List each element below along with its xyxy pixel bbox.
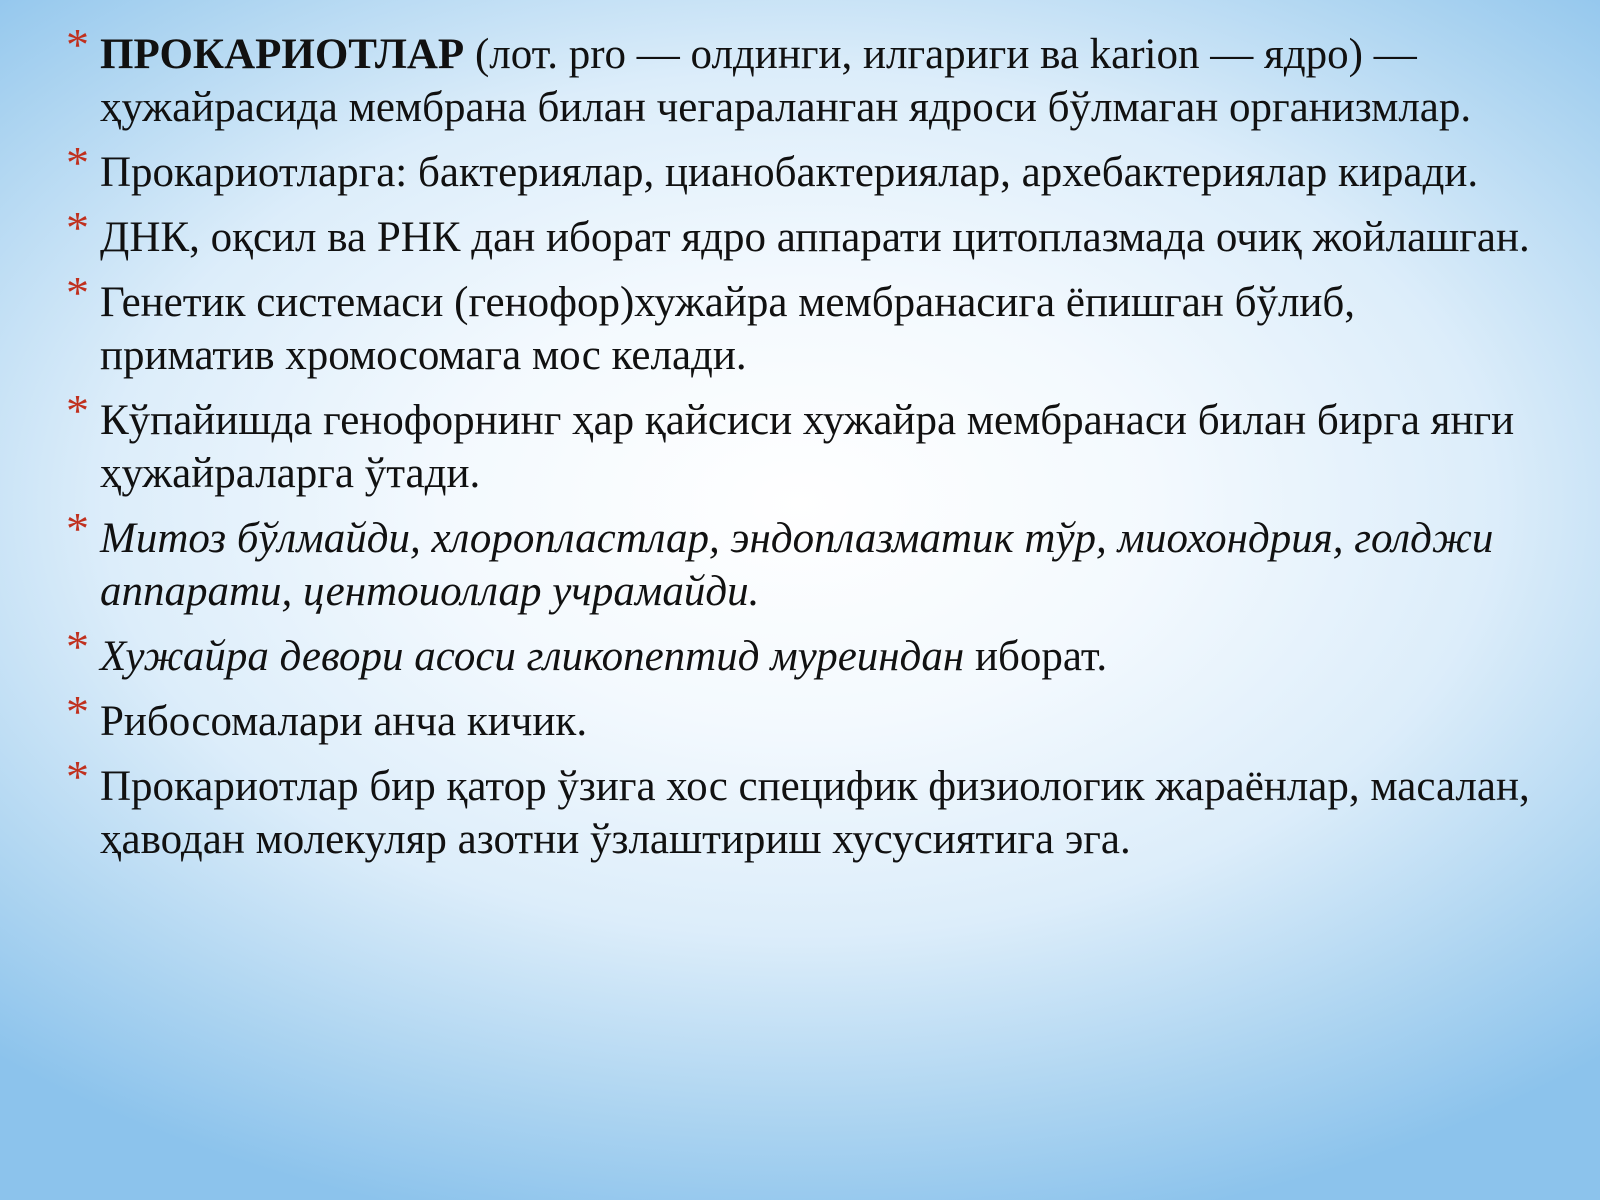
term-heading: ПРОКАРИОТЛАР [100,31,465,78]
bullet-marker-icon: * [66,751,89,802]
bullet-text: Кўпайишда генофорнинг ҳар қайсиси хужайра мембранаси билан бирга янги ҳужайраларга ўтади. [100,397,1515,497]
bullet-item-missing-organelles [66,503,1536,618]
bullet-list [66,19,1536,878]
bullet-marker-icon: * [66,19,89,70]
bullet-item-prokaryote-groups [66,137,1536,199]
bullet-marker-icon: * [66,686,89,737]
bullet-item-ribosomes [66,686,1536,748]
bullet-text: ДНК, оқсил ва РНК дан иборат ядро аппарати цитоплазмада очиқ жойлашган. [100,214,1530,261]
bullet-item-prokaryotes-definition [66,19,1536,134]
bullet-marker-icon: * [66,137,89,188]
bullet-item-nuclear-apparatus [66,202,1536,264]
bullet-marker-icon: * [66,267,89,318]
bullet-marker-icon: * [66,621,89,672]
bullet-text: Прокариотлар бир қатор ўзига хос специфик физиологик жараёнлар, масалан, ҳаводан молекуляр азотни ўзлаштириш хусусиятига эга. [100,763,1530,863]
bullet-text-italic: Хужайра девори асоси гликопептид муреиндан [100,633,965,680]
bullet-text: иборат. [964,633,1108,680]
bullet-marker-icon: * [66,385,89,436]
bullet-item-nitrogen-fixation [66,751,1536,866]
bullet-text: Прокариотларга: бактериялар, цианобактериялар, архебактериялар киради. [100,149,1479,196]
bullet-text: Генетик системаси (генофор)хужайра мембранасига ёпишган бўлиб, приматив хромосомага мос келади. [100,279,1356,379]
bullet-text: Рибосомалари анча кичик. [100,698,588,745]
bullet-item-cell-wall [66,621,1536,683]
bullet-item-genetic-system [66,267,1536,382]
bullet-text: (лот. pro — олдинги, илгариги ва karion — ядро) — ҳужайрасида мембрана билан чегараланган ядроси бўлмаган организмлар. [100,31,1472,131]
bullet-marker-icon: * [66,202,89,253]
bullet-item-reproduction [66,385,1536,500]
bullet-text-italic: Митоз бўлмайди, хлоропластлар, эндоплазматик тўр, миохондрия, голджи аппарати, центоиоллар учрамайди. [100,515,1494,615]
bullet-marker-icon: * [66,503,89,554]
